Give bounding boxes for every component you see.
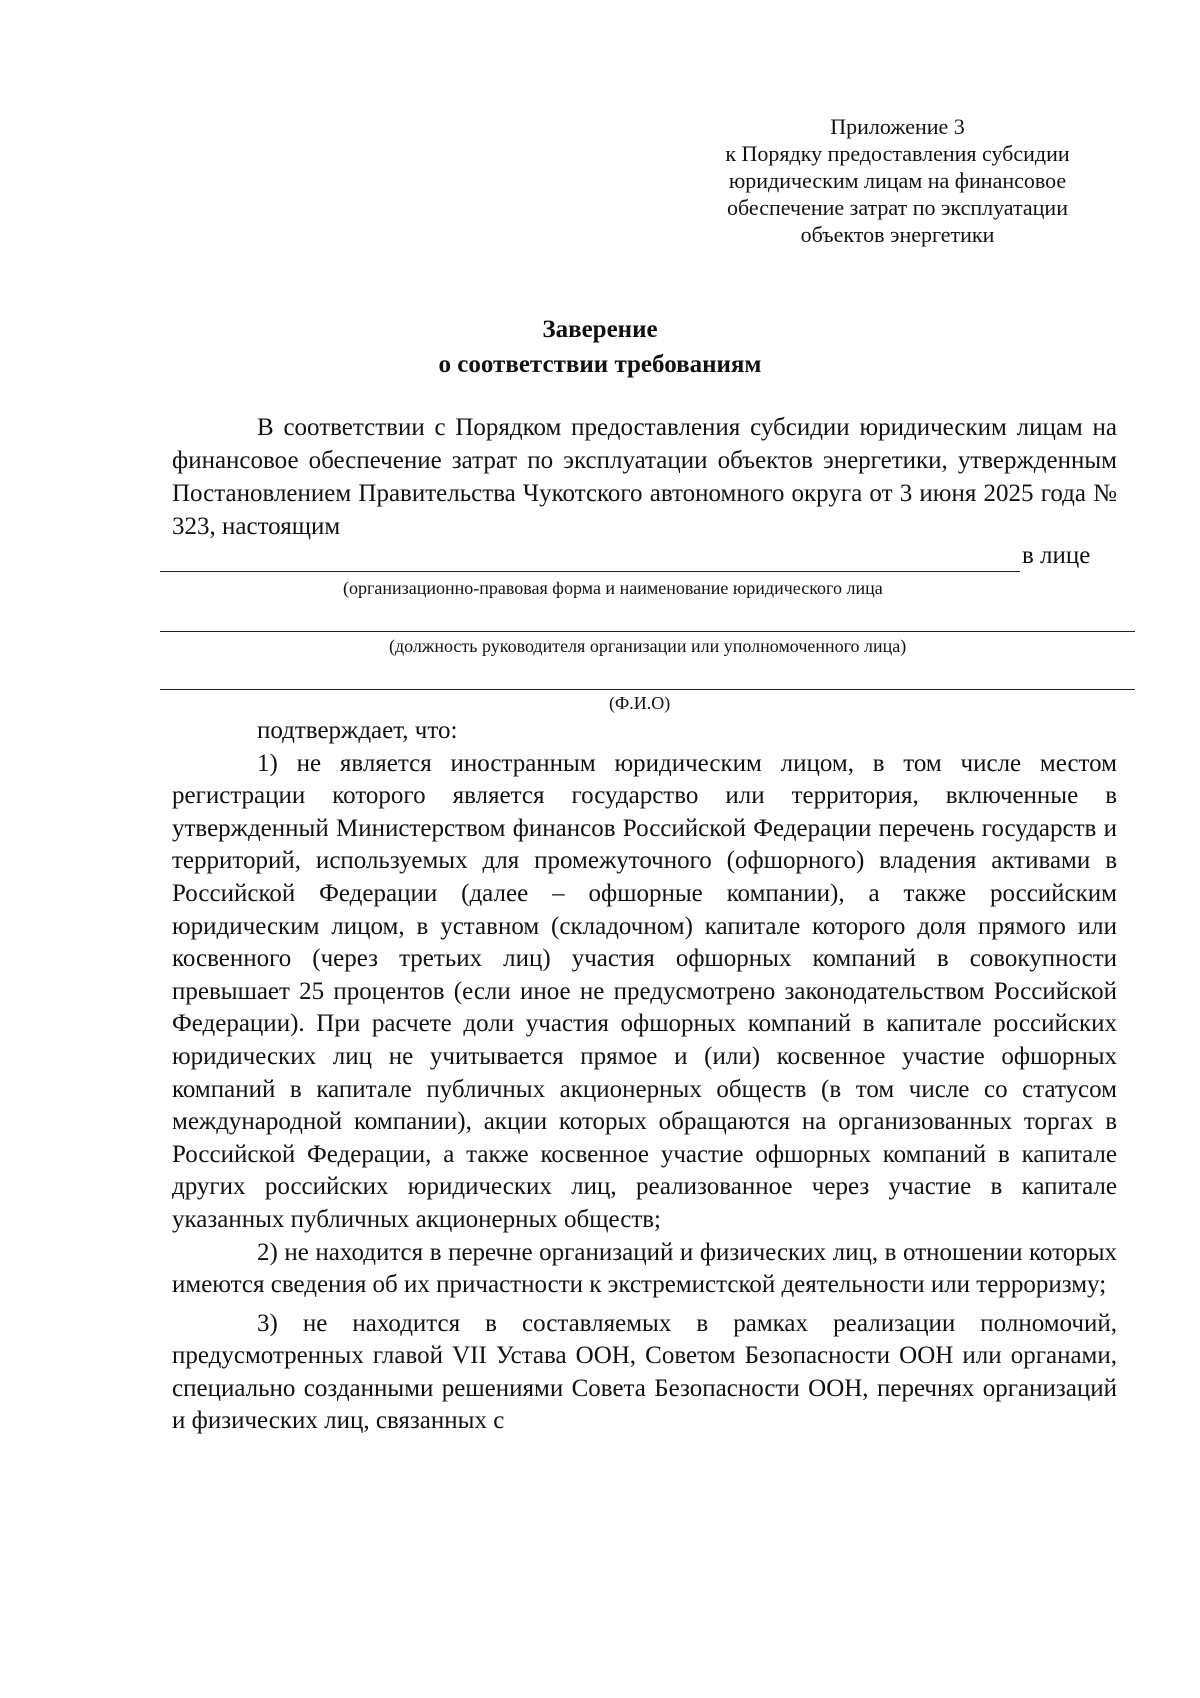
title-line-1: Заверение xyxy=(542,316,658,343)
confirmation-body xyxy=(172,715,1117,1438)
fio-line xyxy=(160,689,1135,690)
position-caption: (должность руководителя организации или уполномоченного лица) xyxy=(389,636,907,656)
org-name-line xyxy=(160,571,1020,572)
annex-line: юридическим лицам на финансовое xyxy=(728,168,1067,193)
list-item: 2) не находится в перечне организаций и физических лиц, в отношении которых имеются сведения об их причастности к экстремистской деятельности или терроризму; xyxy=(172,1238,1117,1299)
intro-text: В соответствии с Порядком предоставления субсидии юридическим лицам на финансовое обеспечение затрат по эксплуатации объектов энергетики, утвержденным Постановлением Правительства Чукотского автономного округа от 3 июня 2025 года № 323, настоящим xyxy=(172,414,1117,540)
annex-line: объектов энергетики xyxy=(800,222,995,247)
annex-header xyxy=(690,113,1105,248)
annex-line: к Порядку предоставления субсидии xyxy=(725,141,1070,166)
confirms-lead: подтверждает, что: xyxy=(257,717,458,744)
annex-line: обеспечение затрат по эксплуатации xyxy=(727,195,1068,220)
org-name-caption: (организационно-правовая форма и наименование юридического лица xyxy=(343,578,883,598)
intro-paragraph xyxy=(172,411,1117,543)
annex-line: Приложение 3 xyxy=(830,114,965,139)
in-person-label: в лице xyxy=(1022,542,1091,569)
position-line xyxy=(160,631,1135,632)
list-item: 3) не находится в составляемых в рамках реализации полномочий, предусмотренных главой VII Устава ООН, Советом Безопасности ООН или органами, специально созданными решениями Совета Безопасности ООН, перечнях организаций и физических лиц, связанных с xyxy=(172,1309,1117,1435)
fio-caption: (Ф.И.О) xyxy=(609,693,671,713)
title-line-2: о соответствии требованиям xyxy=(438,351,762,378)
document-title xyxy=(0,312,1200,382)
list-item: 1) не является иностранным юридическим лицом, в том числе местом регистрации которого является государство или территория, включенные в утвержденный Министерством финансов Российской Федерации перечень государств и территорий, используемых для промежуточного (офшорного) владения активами в Российской Федерации (далее – офшорные компании), а также российским юридическим лицом, в уставном (складочном) капитале которого доля прямого или косвенного (через третьих лиц) участия офшорных компаний в совокупности превышает 25 процентов (если иное не предусмотрено законодательством Российской Федерации). При расчете доли участия офшорных компаний в капитале российских юридических лиц не учитывается прямое и (или) косвенное участие офшорных компаний в капитале публичных акционерных обществ (в том числе со статусом международной компании), акции которых обращаются на организованных торгах в Российской Федерации, а также косвенное участие офшорных компаний в капитале других российских юридических лиц, реализованное через участие в капитале указанных публичных акционерных обществ; xyxy=(172,749,1117,1233)
